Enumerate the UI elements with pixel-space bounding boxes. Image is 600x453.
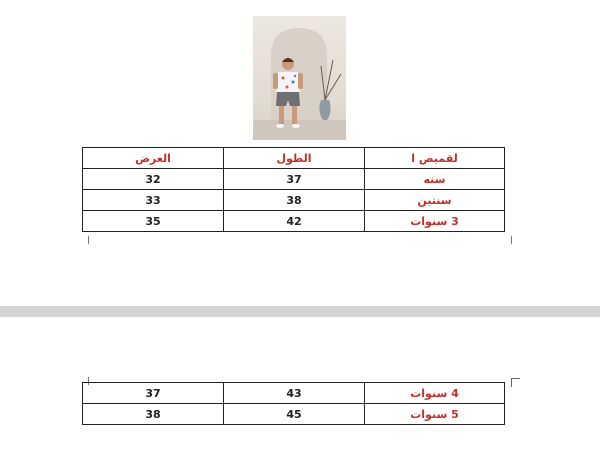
size-table-bottom xyxy=(82,382,505,425)
age-cell: سنه xyxy=(365,169,505,190)
photo-illustration xyxy=(253,16,346,140)
child-model-photo xyxy=(253,16,346,140)
length-cell: 37 xyxy=(224,169,365,190)
age-cell: 3 سنوات xyxy=(365,211,505,232)
length-cell: 38 xyxy=(224,190,365,211)
header-cell: العرض xyxy=(83,148,224,169)
length-cell: 45 xyxy=(224,404,365,425)
width-cell: 37 xyxy=(83,383,224,404)
table-header-row xyxy=(83,148,505,169)
width-cell: 38 xyxy=(83,404,224,425)
table-row xyxy=(83,211,505,232)
table-row xyxy=(83,169,505,190)
document-page-2 xyxy=(0,317,600,453)
table-row xyxy=(83,190,505,211)
length-cell: 42 xyxy=(224,211,365,232)
age-cell: 5 سنوات xyxy=(365,404,505,425)
age-cell: 4 سنوات xyxy=(365,383,505,404)
header-cell: الطول xyxy=(224,148,365,169)
width-cell: 35 xyxy=(83,211,224,232)
margin-mark xyxy=(511,236,512,244)
width-cell: 33 xyxy=(83,190,224,211)
table-row xyxy=(83,404,505,425)
header-cell: لقميص ا xyxy=(365,148,505,169)
size-table-top xyxy=(82,147,505,232)
width-cell: 32 xyxy=(83,169,224,190)
margin-mark xyxy=(511,378,520,387)
length-cell: 43 xyxy=(224,383,365,404)
age-cell: سنتين xyxy=(365,190,505,211)
page-separator xyxy=(0,306,600,317)
table-row xyxy=(83,383,505,404)
margin-mark xyxy=(88,236,89,244)
